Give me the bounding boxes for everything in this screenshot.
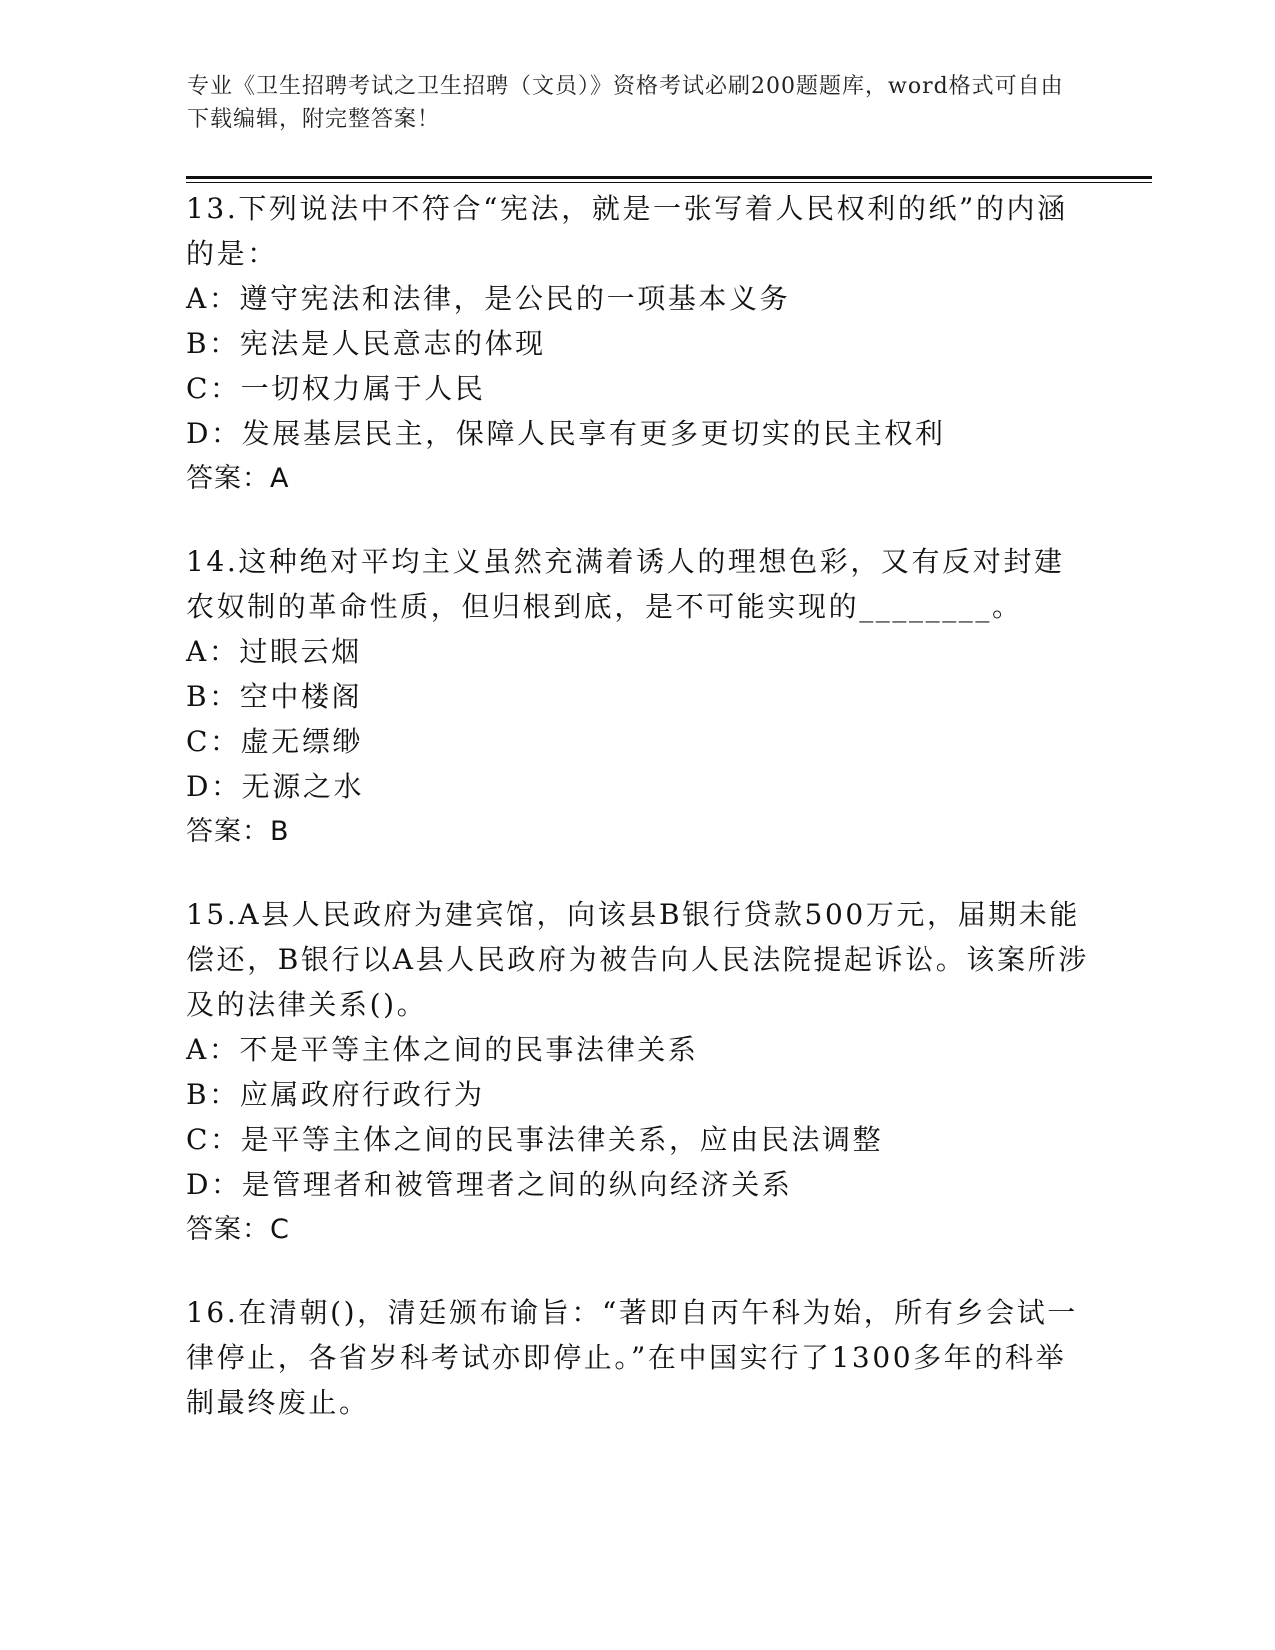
question-14 [186, 539, 1091, 854]
page-header: 专业《卫生招聘考试之卫生招聘（文员）》资格考试必刷200题题库，word格式可自由下载编辑，附完整答案！ [187, 74, 1064, 132]
option-a: A：遵守宪法和法律，是公民的一项基本义务 [186, 282, 791, 315]
option-d: D：发展基层民主，保障人民享有更多更切实的民主权利 [186, 417, 946, 450]
option-b: B：空中楼阁 [186, 680, 363, 713]
option-a: A：过眼云烟 [186, 635, 362, 668]
question-stem: 15.A县人民政府为建宾馆，向该县B银行贷款500万元，届期未能偿还，B银行以A县人民政府为被告向人民法院提起诉讼。该案所涉及的法律关系()。 [186, 898, 1089, 1021]
option-c: C：是平等主体之间的民事法律关系，应由民法调整 [186, 1123, 884, 1156]
option-b: B：应属政府行政行为 [186, 1078, 485, 1111]
option-b: B：宪法是人民意志的体现 [186, 327, 546, 360]
question-15 [186, 892, 1091, 1252]
option-d: D：是管理者和被管理者之间的纵向经济关系 [186, 1168, 793, 1201]
question-13 [186, 186, 1091, 501]
header-rule-thin [186, 182, 1152, 183]
answer-label: 答案：B [186, 816, 290, 847]
header-rule-thick [186, 176, 1152, 179]
question-stem: 13.下列说法中不符合“宪法，就是一张写着人民权利的纸”的内涵的是： [186, 192, 1068, 270]
question-stem: 16.在清朝()，清廷颁布谕旨：“著即自丙午科为始，所有乡会试一律停止，各省岁科考试亦即停止。”在中国实行了1300多年的科举制最终废止。 [186, 1296, 1078, 1419]
question-list [186, 186, 1091, 1463]
answer-label: 答案：C [186, 1214, 290, 1245]
question-16 [186, 1290, 1091, 1425]
answer-label: 答案：A [186, 463, 290, 494]
question-stem: 14.这种绝对平均主义虽然充满着诱人的理想色彩，又有反对封建农奴制的革命性质，但归根到底，是不可能实现的________。 [186, 545, 1065, 623]
option-a: A：不是平等主体之间的民事法律关系 [186, 1033, 699, 1066]
option-c: C：虚无缥缈 [186, 725, 364, 758]
option-c: C：一切权力属于人民 [186, 372, 486, 405]
option-d: D：无源之水 [186, 770, 365, 803]
